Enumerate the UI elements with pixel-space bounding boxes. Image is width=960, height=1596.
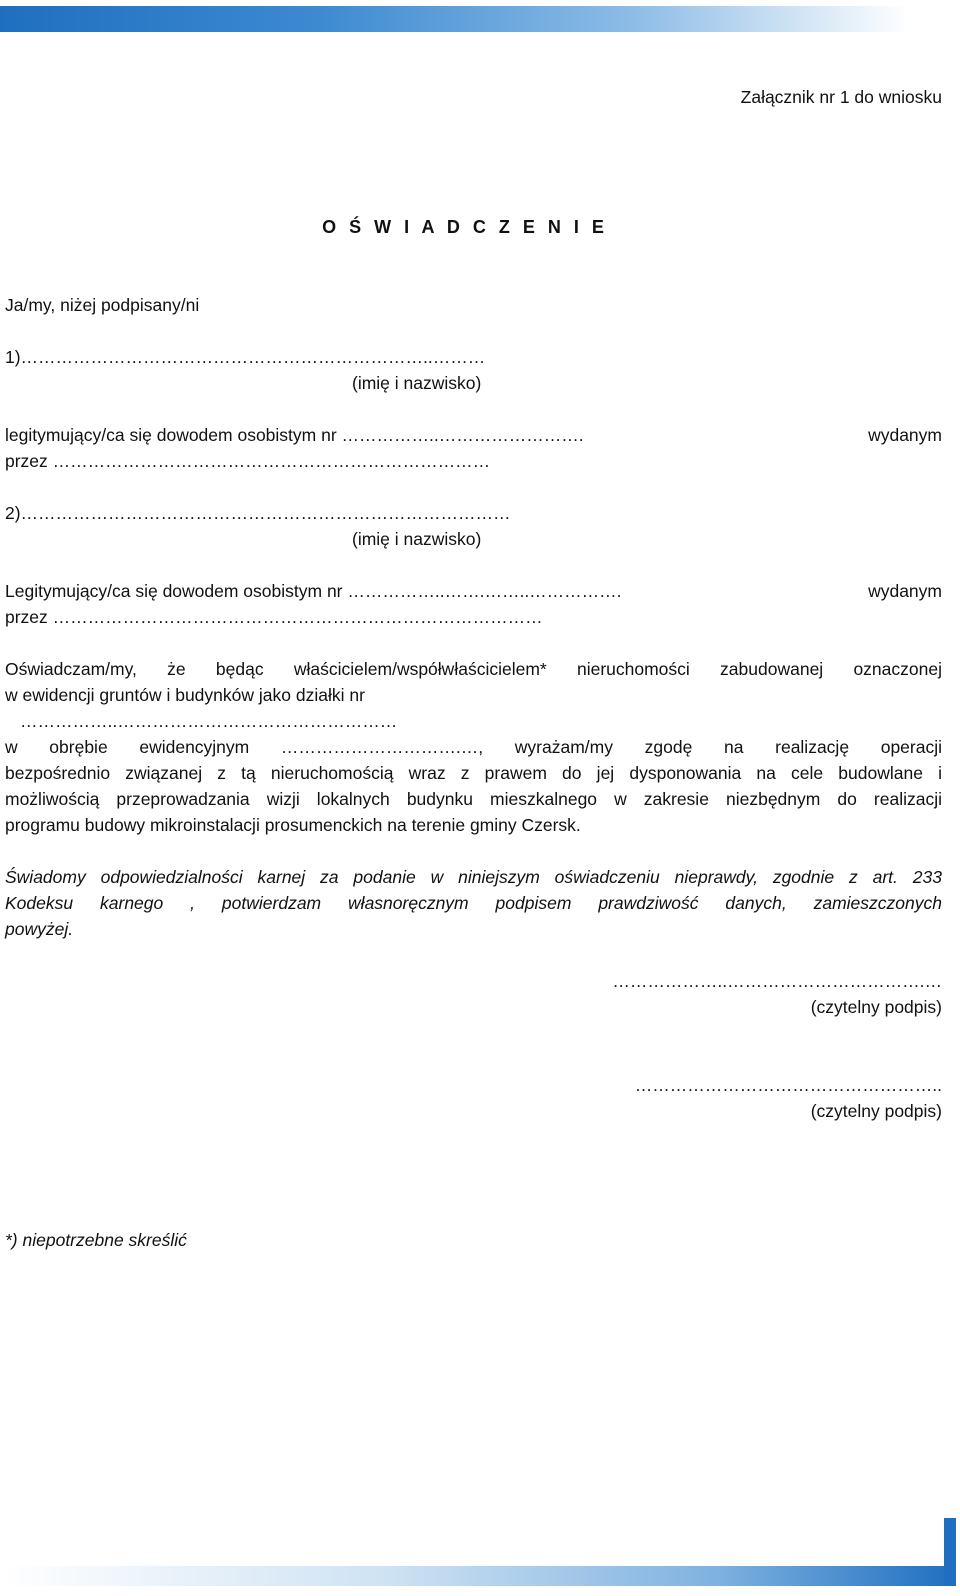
declaration-line-1: Oświadczam/my, że będąc właścicielem/współwłaścicielem* nieruchomości zabudowanej oznaczonej [5,659,942,679]
person1-name-caption: (imię i nazwisko) [352,373,482,393]
person2-id-line [5,581,942,602]
intro-text: Ja/my, niżej podpisany/ni [5,295,200,315]
signature-1-caption: (czytelny podpis) [810,997,942,1017]
declaration-line-5: bezpośrednio związanej z tą nieruchomością wraz z prawem do jej dysponowania na cele budowlane i [5,763,942,783]
person2-name-caption: (imię i nazwisko) [352,529,482,549]
person1-issued-by: przez ………………………………………………………………… [5,451,491,471]
declaration-line-7: programu budowy mikroinstalacji prosumenckich na terenie gminy Czersk. [5,815,581,835]
document-title: O Ś W I A D C Z E N I E [322,217,608,237]
header-decoration-bar [0,6,910,32]
declaration-line-2: w ewidencji gruntów i budynków jako działki nr [5,685,365,705]
person1-name-line: 1)……………………………………………………………..……… [5,347,486,367]
signature-2-caption: (czytelny podpis) [810,1101,942,1121]
footer-decoration-bar [0,1566,955,1586]
person2-id-text: Legitymujący/ca się dowodem osobistym nr ……………..…….……..……………. [5,581,622,601]
signature-1-line: ………………..…………………………….… [612,971,942,991]
annex-label: Załącznik nr 1 do wniosku [740,87,942,107]
footnote: *) niepotrzebne skreślić [5,1230,187,1250]
liability-line-2: Kodeksu karnego , potwierdzam własnoręcznym podpisem prawdziwość danych, zamieszczonych [5,893,942,913]
person2-name-line: 2)………………………………………………………………………… [5,503,511,523]
declaration-line-6: możliwością przeprowadzania wizji lokalnych budynku mieszkalnego w zakresie niezbędnym do realizacji [5,789,942,809]
liability-line-3: powyżej. [5,919,74,939]
person2-issued-by: przez ………………………………………………………………………… [5,607,543,627]
person1-issued-word: wydanym [868,425,942,445]
person1-id-text: legitymujący/ca się dowodem osobistym nr ……………..……………………. [5,425,584,445]
liability-line-1: Świadomy odpowiedzialności karnej za podanie w niniejszym oświadczeniu nieprawdy, zgodnie z art. 233 [5,867,942,887]
signature-2-line: …………………………………………….. [634,1075,942,1095]
declaration-line-4: w obrębie ewidencyjnym ………………………….…, wyrażam/my zgodę na realizację operacji [5,737,942,757]
footer-corner-accent [944,1518,956,1586]
person2-issued-word: wydanym [868,581,942,601]
person1-id-line [5,425,942,446]
declaration-line-3: ……………..………………………………………… [20,711,398,731]
